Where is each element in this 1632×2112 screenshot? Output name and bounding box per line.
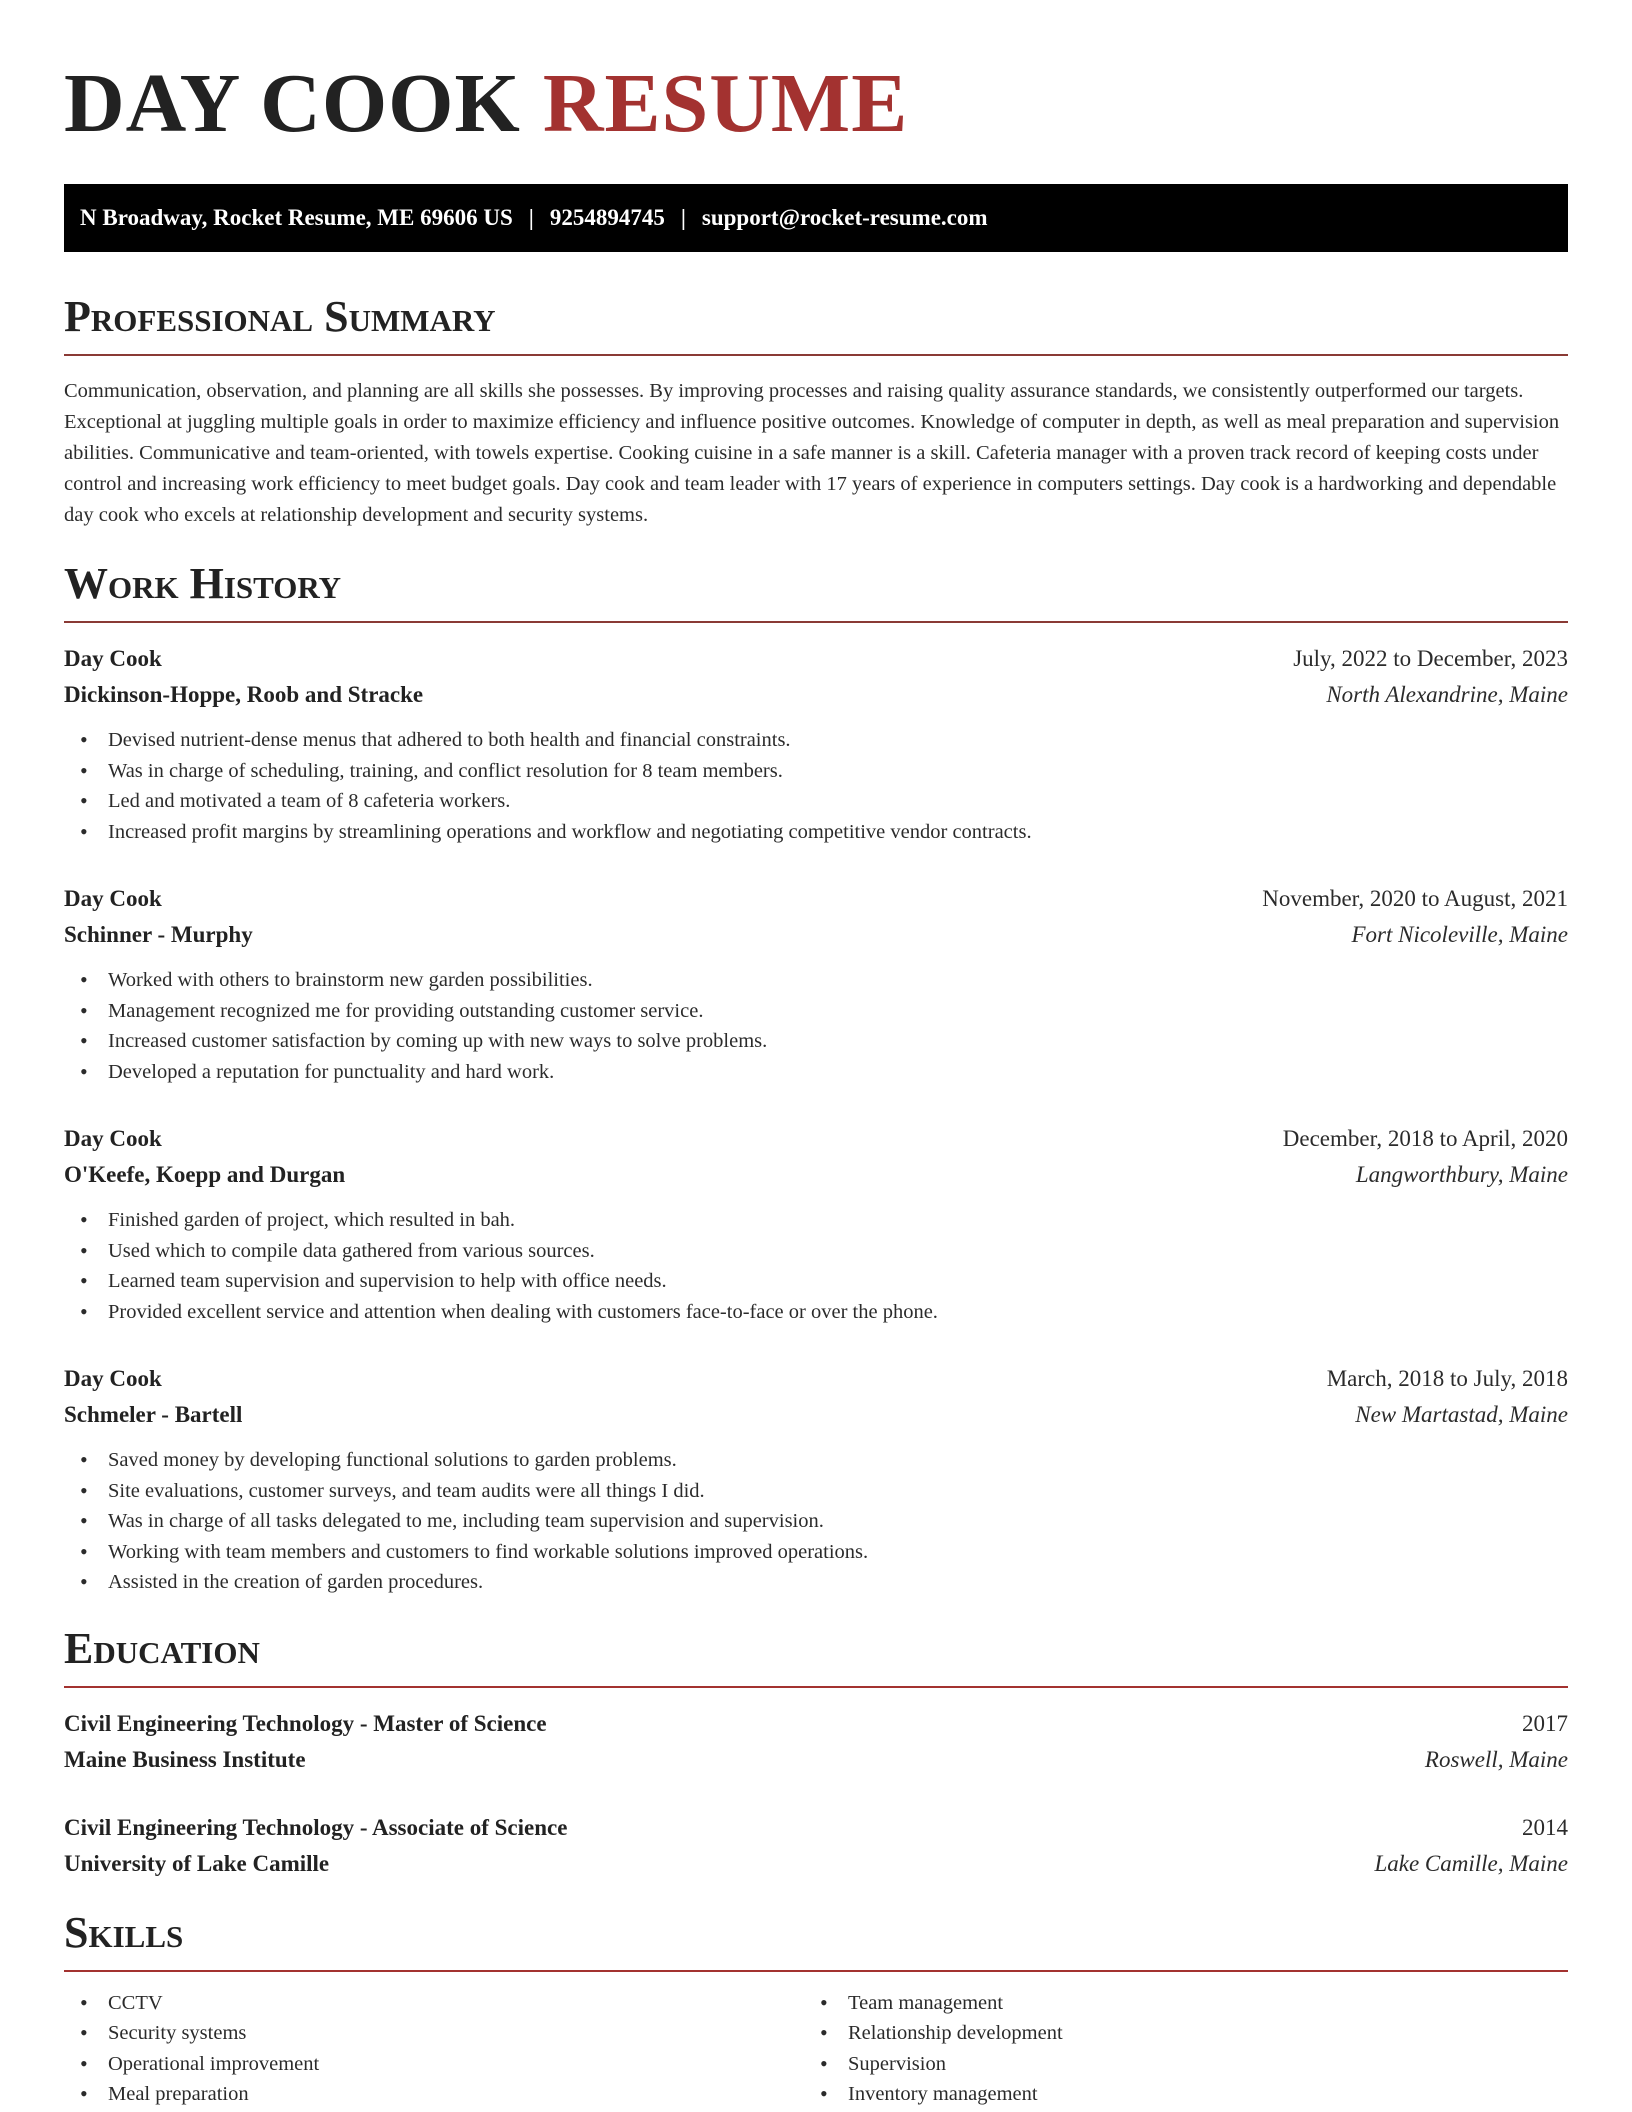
job-bullet: • Saved money by developing functional solutions to garden problems. (64, 1445, 1568, 1476)
section-divider (64, 1686, 1568, 1688)
job-title: Day Cook (64, 646, 162, 671)
education-degree-row (64, 1706, 1568, 1742)
job-header-row (64, 1121, 1568, 1157)
skill-item: • Supervision (804, 2049, 1544, 2080)
job-location: Langworthbury, Maine (1355, 1162, 1568, 1187)
education-degree-row (64, 1810, 1568, 1846)
job-dates: November, 2020 to August, 2021 (1262, 886, 1568, 911)
skills-columns (64, 1988, 1568, 2110)
work-history-heading: Work History (64, 559, 342, 608)
job-company: Schmeler - Bartell (64, 1402, 243, 1427)
education-degree: Civil Engineering Technology - Associate of Science (64, 1814, 568, 1840)
job-bullet: • Assisted in the creation of garden procedures. (64, 1567, 1568, 1598)
job-bullet: • Was in charge of all tasks delegated to me, including team supervision and supervision. (64, 1506, 1568, 1537)
job-header-row (64, 1361, 1568, 1397)
section-divider (64, 354, 1568, 356)
contact-separator: | (680, 205, 686, 230)
skill-item: • Operational improvement (64, 2049, 804, 2080)
job-bullet: • Learned team supervision and supervision to help with office needs. (64, 1266, 1568, 1297)
education-section (64, 1624, 1568, 1882)
education-heading: Education (64, 1623, 260, 1673)
job-entry (64, 1361, 1568, 1598)
resume-title (64, 0, 1568, 152)
education-location: Lake Camille, Maine (1374, 1850, 1568, 1876)
job-bullet: • Worked with others to brainstorm new garden possibilities. (64, 965, 1568, 996)
job-entry (64, 881, 1568, 1087)
job-company-row (64, 1397, 1568, 1433)
job-bullet: • Management recognized me for providing outstanding customer service. (64, 996, 1568, 1027)
education-location: Roswell, Maine (1424, 1746, 1568, 1772)
job-company: Dickinson-Hoppe, Roob and Stracke (64, 682, 424, 707)
job-bullet: • Finished garden of project, which resulted in bah. (64, 1205, 1568, 1236)
job-location: New Martastad, Maine (1355, 1402, 1568, 1427)
job-company-row (64, 917, 1568, 953)
job-dates: March, 2018 to July, 2018 (1326, 1366, 1568, 1391)
skills-section (64, 1908, 1568, 2110)
job-bullet: • Working with team members and customers to find workable solutions improved operations. (64, 1537, 1568, 1568)
education-school: University of Lake Camille (64, 1850, 330, 1876)
education-school: Maine Business Institute (64, 1746, 306, 1772)
job-bullet: • Was in charge of scheduling, training, and conflict resolution for 8 team members. (64, 756, 1568, 787)
job-header-row (64, 641, 1568, 677)
job-title: Day Cook (64, 1126, 162, 1151)
job-company-row (64, 1157, 1568, 1193)
skill-item: • Inventory management (804, 2079, 1544, 2110)
contact-email[interactable]: support@rocket-resume.com (701, 205, 988, 230)
job-company: O'Keefe, Koepp and Durgan (64, 1162, 346, 1187)
title-accent: RESUME (542, 57, 909, 150)
skills-heading: Skills (64, 1907, 184, 1957)
job-title: Day Cook (64, 1366, 162, 1391)
contact-phone[interactable]: 9254894745 (549, 205, 665, 230)
job-dates: July, 2022 to December, 2023 (1293, 646, 1568, 671)
skill-item: • Security systems (64, 2018, 804, 2049)
education-school-row (64, 1846, 1568, 1882)
section-divider (64, 621, 1568, 623)
job-bullet: • Devised nutrient-dense menus that adhered to both health and financial constraints. (64, 725, 1568, 756)
skill-item: • Team management (804, 1988, 1544, 2019)
job-bullet: • Provided excellent service and attention when dealing with customers face-to-face or over the phone. (64, 1297, 1568, 1328)
education-entry (64, 1810, 1568, 1882)
job-entry (64, 641, 1568, 847)
job-bullet: • Led and motivated a team of 8 cafeteria workers. (64, 786, 1568, 817)
skill-item: • CCTV (64, 1988, 804, 2019)
job-bullet: • Developed a reputation for punctuality and hard work. (64, 1057, 1568, 1088)
job-bullets (64, 1445, 1568, 1598)
job-header-row (64, 881, 1568, 917)
education-year: 2014 (1522, 1814, 1568, 1840)
job-bullets (64, 1205, 1568, 1327)
contact-separator: | (528, 205, 534, 230)
job-entry (64, 1121, 1568, 1327)
job-title: Day Cook (64, 886, 162, 911)
education-entry (64, 1706, 1568, 1778)
job-location: Fort Nicoleville, Maine (1351, 922, 1568, 947)
education-school-row (64, 1742, 1568, 1778)
job-company-row (64, 677, 1568, 713)
job-bullet: • Increased profit margins by streamlining operations and workflow and negotiating competitive vendor contracts. (64, 817, 1568, 848)
job-company: Schinner - Murphy (64, 922, 253, 947)
skill-item: • Relationship development (804, 2018, 1544, 2049)
job-bullets (64, 965, 1568, 1087)
summary-heading: Professional Summary (64, 292, 496, 341)
summary-section (64, 292, 1568, 531)
job-dates: December, 2018 to April, 2020 (1282, 1126, 1568, 1151)
education-year: 2017 (1522, 1710, 1568, 1736)
skills-list-left (64, 1988, 804, 2110)
contact-address: N Broadway, Rocket Resume, ME 69606 US (80, 205, 513, 230)
job-bullets (64, 725, 1568, 847)
skill-item: • Meal preparation (64, 2079, 804, 2110)
title-main: DAY COOK (64, 57, 521, 150)
job-location: North Alexandrine, Maine (1326, 682, 1568, 707)
education-degree: Civil Engineering Technology - Master of Science (64, 1710, 547, 1736)
contact-bar (64, 184, 1568, 252)
summary-text: Communication, observation, and planning are all skills she possesses. By improving processes and raising quality assurance standards, we consistently outperformed our targets. Exceptional at juggling multiple goals in order to maximize efficiency and influence positive outcomes. Knowledge of computer in depth, as well as meal preparation and supervision abilities. Communicative and team-oriented, with towels expertise. Cooking cuisine in a safe manner is a skill. Cafeteria manager with a proven track record of keeping costs under control and increasing work efficiency to meet budget goals. Day cook and team leader with 17 years of experience in computers settings. Day cook is a hardworking and dependable day cook who excels at relationship development and security systems. (64, 380, 1560, 526)
job-bullet: • Used which to compile data gathered from various sources. (64, 1236, 1568, 1267)
job-bullet: • Increased customer satisfaction by coming up with new ways to solve problems. (64, 1026, 1568, 1057)
skills-list-right (804, 1988, 1544, 2110)
work-history-section (64, 559, 1568, 1598)
section-divider (64, 1970, 1568, 1972)
job-bullet: • Site evaluations, customer surveys, and team audits were all things I did. (64, 1476, 1568, 1507)
